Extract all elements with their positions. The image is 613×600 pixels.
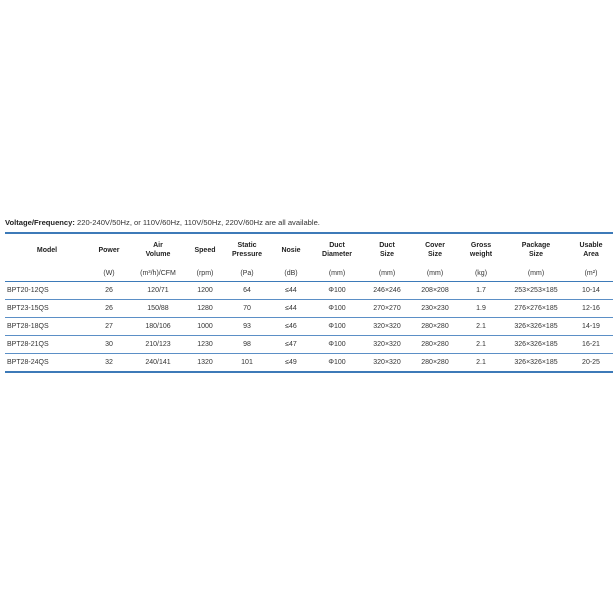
cell-model: BPT23-15QS xyxy=(5,300,89,318)
cell-gross-weight: 2.1 xyxy=(459,336,503,354)
cell-duct-size: 246×246 xyxy=(363,282,411,300)
header-static-pressure: Static Pressure xyxy=(232,242,262,258)
cell-duct-diameter: Φ100 xyxy=(311,282,363,300)
cell-cover-size: 280×280 xyxy=(411,318,459,336)
cell-static-pressure: 101 xyxy=(241,359,253,366)
unit-power: (W) xyxy=(89,266,129,282)
cell-air-volume: 120/71 xyxy=(129,282,187,300)
unit-package-size: (mm) xyxy=(503,266,569,282)
cell-cover-size: 208×208 xyxy=(411,282,459,300)
unit-noise: (dB) xyxy=(271,266,311,282)
cell-duct-diameter: Φ100 xyxy=(311,300,363,318)
unit-duct-diameter: (mm) xyxy=(311,266,363,282)
cell-duct-diameter: Φ100 xyxy=(328,359,346,366)
cell-package-size: 276×276×185 xyxy=(503,300,569,318)
unit-duct-size: (mm) xyxy=(363,266,411,282)
unit-usable-area: (m²) xyxy=(569,266,613,282)
cell-duct-size: 320×320 xyxy=(363,336,411,354)
table-row xyxy=(5,300,613,318)
cell-speed: 1320 xyxy=(197,359,213,366)
cell-package-size: 326×326×185 xyxy=(514,359,558,366)
header-noise: Nosie xyxy=(281,246,301,254)
header-package-size: Package Size xyxy=(521,242,551,258)
cell-noise: ≤49 xyxy=(285,359,297,366)
table-header-row xyxy=(5,234,613,266)
cell-usable-area: 20-25 xyxy=(582,359,600,366)
cell-package-size: 253×253×185 xyxy=(503,282,569,300)
table-row xyxy=(5,318,613,336)
cell-usable-area: 16-21 xyxy=(569,336,613,354)
cell-usable-area: 14-19 xyxy=(569,318,613,336)
cell-speed: 1000 xyxy=(187,318,223,336)
cell-package-size: 326×326×185 xyxy=(503,318,569,336)
cell-gross-weight: 1.7 xyxy=(459,282,503,300)
cell-usable-area: 10-14 xyxy=(569,282,613,300)
header-speed: Speed xyxy=(194,246,216,254)
cell-noise: ≤44 xyxy=(271,300,311,318)
cell-air-volume: 210/123 xyxy=(129,336,187,354)
voltage-frequency-text: 220-240V/50Hz, or 110V/60Hz, 110V/50Hz, 220V/60Hz are all available. xyxy=(77,218,320,227)
table-units-row xyxy=(5,266,613,282)
cell-power: 30 xyxy=(89,336,129,354)
cell-duct-size: 320×320 xyxy=(363,318,411,336)
cell-air-volume: 150/88 xyxy=(129,300,187,318)
unit-air-volume: (m³/h)/CFM xyxy=(129,266,187,282)
cell-power: 26 xyxy=(89,300,129,318)
cell-power: 26 xyxy=(89,282,129,300)
cell-duct-size: 270×270 xyxy=(363,300,411,318)
cell-air-volume: 240/141 xyxy=(145,359,171,366)
cell-noise: ≤47 xyxy=(271,336,311,354)
cell-package-size: 326×326×185 xyxy=(503,336,569,354)
header-duct-size: Duct Size xyxy=(379,242,395,258)
spec-table xyxy=(5,232,613,373)
cell-speed: 1200 xyxy=(187,282,223,300)
cell-power: 32 xyxy=(105,359,113,366)
cell-power: 27 xyxy=(89,318,129,336)
header-gross-weight: Gross weight xyxy=(469,242,493,258)
voltage-frequency-separator: : xyxy=(72,218,75,227)
cell-duct-diameter: Φ100 xyxy=(311,336,363,354)
table-row xyxy=(5,282,613,300)
cell-model: BPT28-24QS xyxy=(7,359,49,366)
table-bottom-rule xyxy=(5,372,613,373)
cell-air-volume: 180/106 xyxy=(129,318,187,336)
header-air-volume: Air Volume xyxy=(145,242,171,258)
header-duct-diameter: Duct Diameter xyxy=(322,242,352,258)
cell-usable-area: 12-16 xyxy=(569,300,613,318)
cell-speed: 1280 xyxy=(187,300,223,318)
header-usable-area: Usable Area xyxy=(579,242,603,258)
table-body xyxy=(5,282,613,373)
cell-gross-weight: 1.9 xyxy=(459,300,503,318)
cell-static-pressure: 93 xyxy=(223,318,271,336)
unit-static-pressure: (Pa) xyxy=(223,266,271,282)
header-power: Power xyxy=(98,246,120,254)
cell-model: BPT28-18QS xyxy=(5,318,89,336)
cell-cover-size: 280×280 xyxy=(411,336,459,354)
header-cover-size: Cover Size xyxy=(425,242,445,258)
cell-gross-weight: 2.1 xyxy=(476,359,486,366)
cell-gross-weight: 2.1 xyxy=(459,318,503,336)
cell-cover-size: 230×230 xyxy=(411,300,459,318)
cell-model: BPT28-21QS xyxy=(5,336,89,354)
cell-static-pressure: 98 xyxy=(223,336,271,354)
unit-model xyxy=(5,266,89,282)
cell-duct-diameter: Φ100 xyxy=(311,318,363,336)
cell-static-pressure: 64 xyxy=(223,282,271,300)
cell-model: BPT20-12QS xyxy=(5,282,89,300)
voltage-frequency-label: Voltage/Frequency xyxy=(5,218,73,227)
unit-cover-size: (mm) xyxy=(411,266,459,282)
cell-noise: ≤44 xyxy=(271,282,311,300)
cell-static-pressure: 70 xyxy=(223,300,271,318)
cell-cover-size: 280×280 xyxy=(421,359,449,366)
header-model: Model xyxy=(36,246,58,254)
cell-speed: 1230 xyxy=(187,336,223,354)
table-row xyxy=(5,354,613,373)
table-row xyxy=(5,336,613,354)
cell-duct-size: 320×320 xyxy=(373,359,401,366)
voltage-frequency-note xyxy=(5,218,320,227)
cell-noise: ≤46 xyxy=(271,318,311,336)
unit-gross-weight: (kg) xyxy=(459,266,503,282)
unit-speed: (rpm) xyxy=(187,266,223,282)
